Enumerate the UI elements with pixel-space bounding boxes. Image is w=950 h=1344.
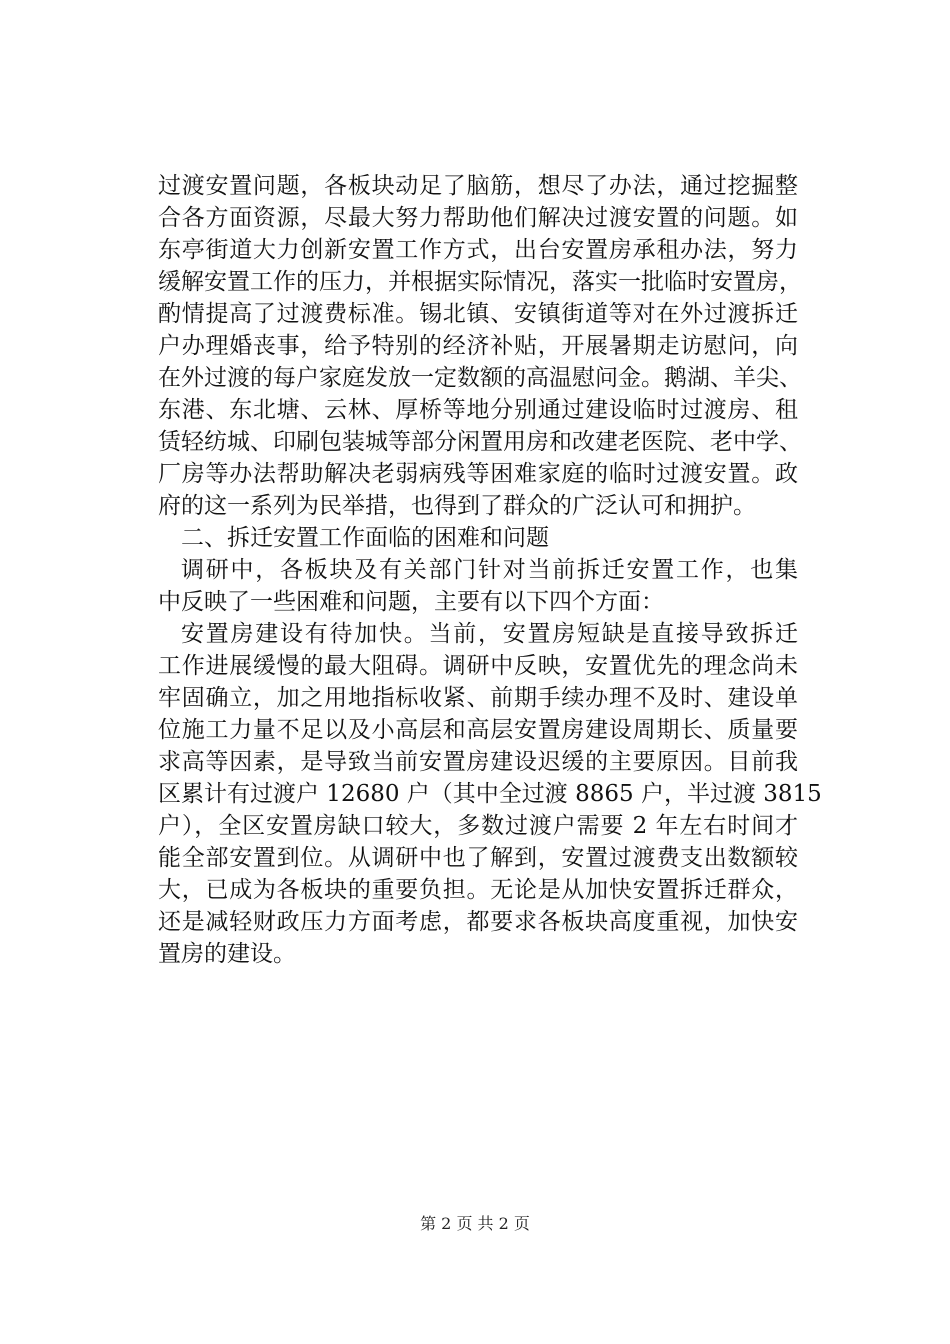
text-line: 缓解安置工作的压力，并根据实际情况，落实一批临时安置房， xyxy=(158,269,802,295)
text-line: 户办理婚丧事，给予特别的经济补贴，开展暑期走访慰问，向 xyxy=(158,333,798,359)
text-line: 大，已成为各板块的重要负担。无论是从加快安置拆迁群众， xyxy=(158,877,798,903)
text-line: 位施工力量不足以及小高层和高层安置房建设周期长、质量要 xyxy=(158,717,798,743)
text-line: 酌情提高了过渡费标准。锡北镇、安镇街道等对在外过渡拆迁 xyxy=(158,301,798,327)
text-line: 二、拆迁安置工作面临的困难和问题 xyxy=(181,525,549,551)
text-line: 赁轻纺城、印刷包装城等部分闲置用房和改建老医院、老中学、 xyxy=(158,429,802,455)
text-line: 安置房建设有待加快。当前，安置房短缺是直接导致拆迁 xyxy=(181,621,798,647)
text-line: 过渡安置问题，各板块动足了脑筋，想尽了办法，通过挖掘整 xyxy=(158,173,798,199)
text-line: 在外过渡的每户家庭发放一定数额的高温慰问金。鹅湖、羊尖、 xyxy=(158,365,802,391)
text-line: 合各方面资源，尽最大努力帮助他们解决过渡安置的问题。如 xyxy=(158,205,798,231)
text-line: 求高等因素，是导致当前安置房建设迟缓的主要原因。目前我 xyxy=(158,749,798,775)
text-line: 中反映了一些困难和问题，主要有以下四个方面： xyxy=(158,589,664,615)
text-line: 区累计有过渡户 12680 户（其中全过渡 8865 户，半过渡 3815 xyxy=(158,781,822,807)
text-line: 工作进展缓慢的最大阻碍。调研中反映，安置优先的理念尚未 xyxy=(158,653,798,679)
text-line: 东亭街道大力创新安置工作方式，出台安置房承租办法，努力 xyxy=(158,237,798,263)
page-number-footer: 第 2 页 共 2 页 xyxy=(420,1214,530,1233)
text-line: 调研中，各板块及有关部门针对当前拆迁安置工作，也集 xyxy=(181,557,798,583)
text-line: 牢固确立，加之用地指标收紧、前期手续办理不及时、建设单 xyxy=(158,685,798,711)
text-line: 厂房等办法帮助解决老弱病残等困难家庭的临时过渡安置。政 xyxy=(158,461,798,487)
text-line: 户），全区安置房缺口较大，多数过渡户需要 2 年左右时间才 xyxy=(158,813,798,839)
text-line: 东港、东北塘、云林、厚桥等地分别通过建设临时过渡房、租 xyxy=(158,397,798,423)
text-line: 还是减轻财政压力方面考虑，都要求各板块高度重视，加快安 xyxy=(158,909,798,935)
text-line: 府的这一系列为民举措，也得到了群众的广泛认可和拥护。 xyxy=(158,493,756,519)
text-line: 能全部安置到位。从调研中也了解到，安置过渡费支出数额较 xyxy=(158,845,798,871)
text-line: 置房的建设。 xyxy=(158,941,296,967)
document-body xyxy=(158,170,822,970)
